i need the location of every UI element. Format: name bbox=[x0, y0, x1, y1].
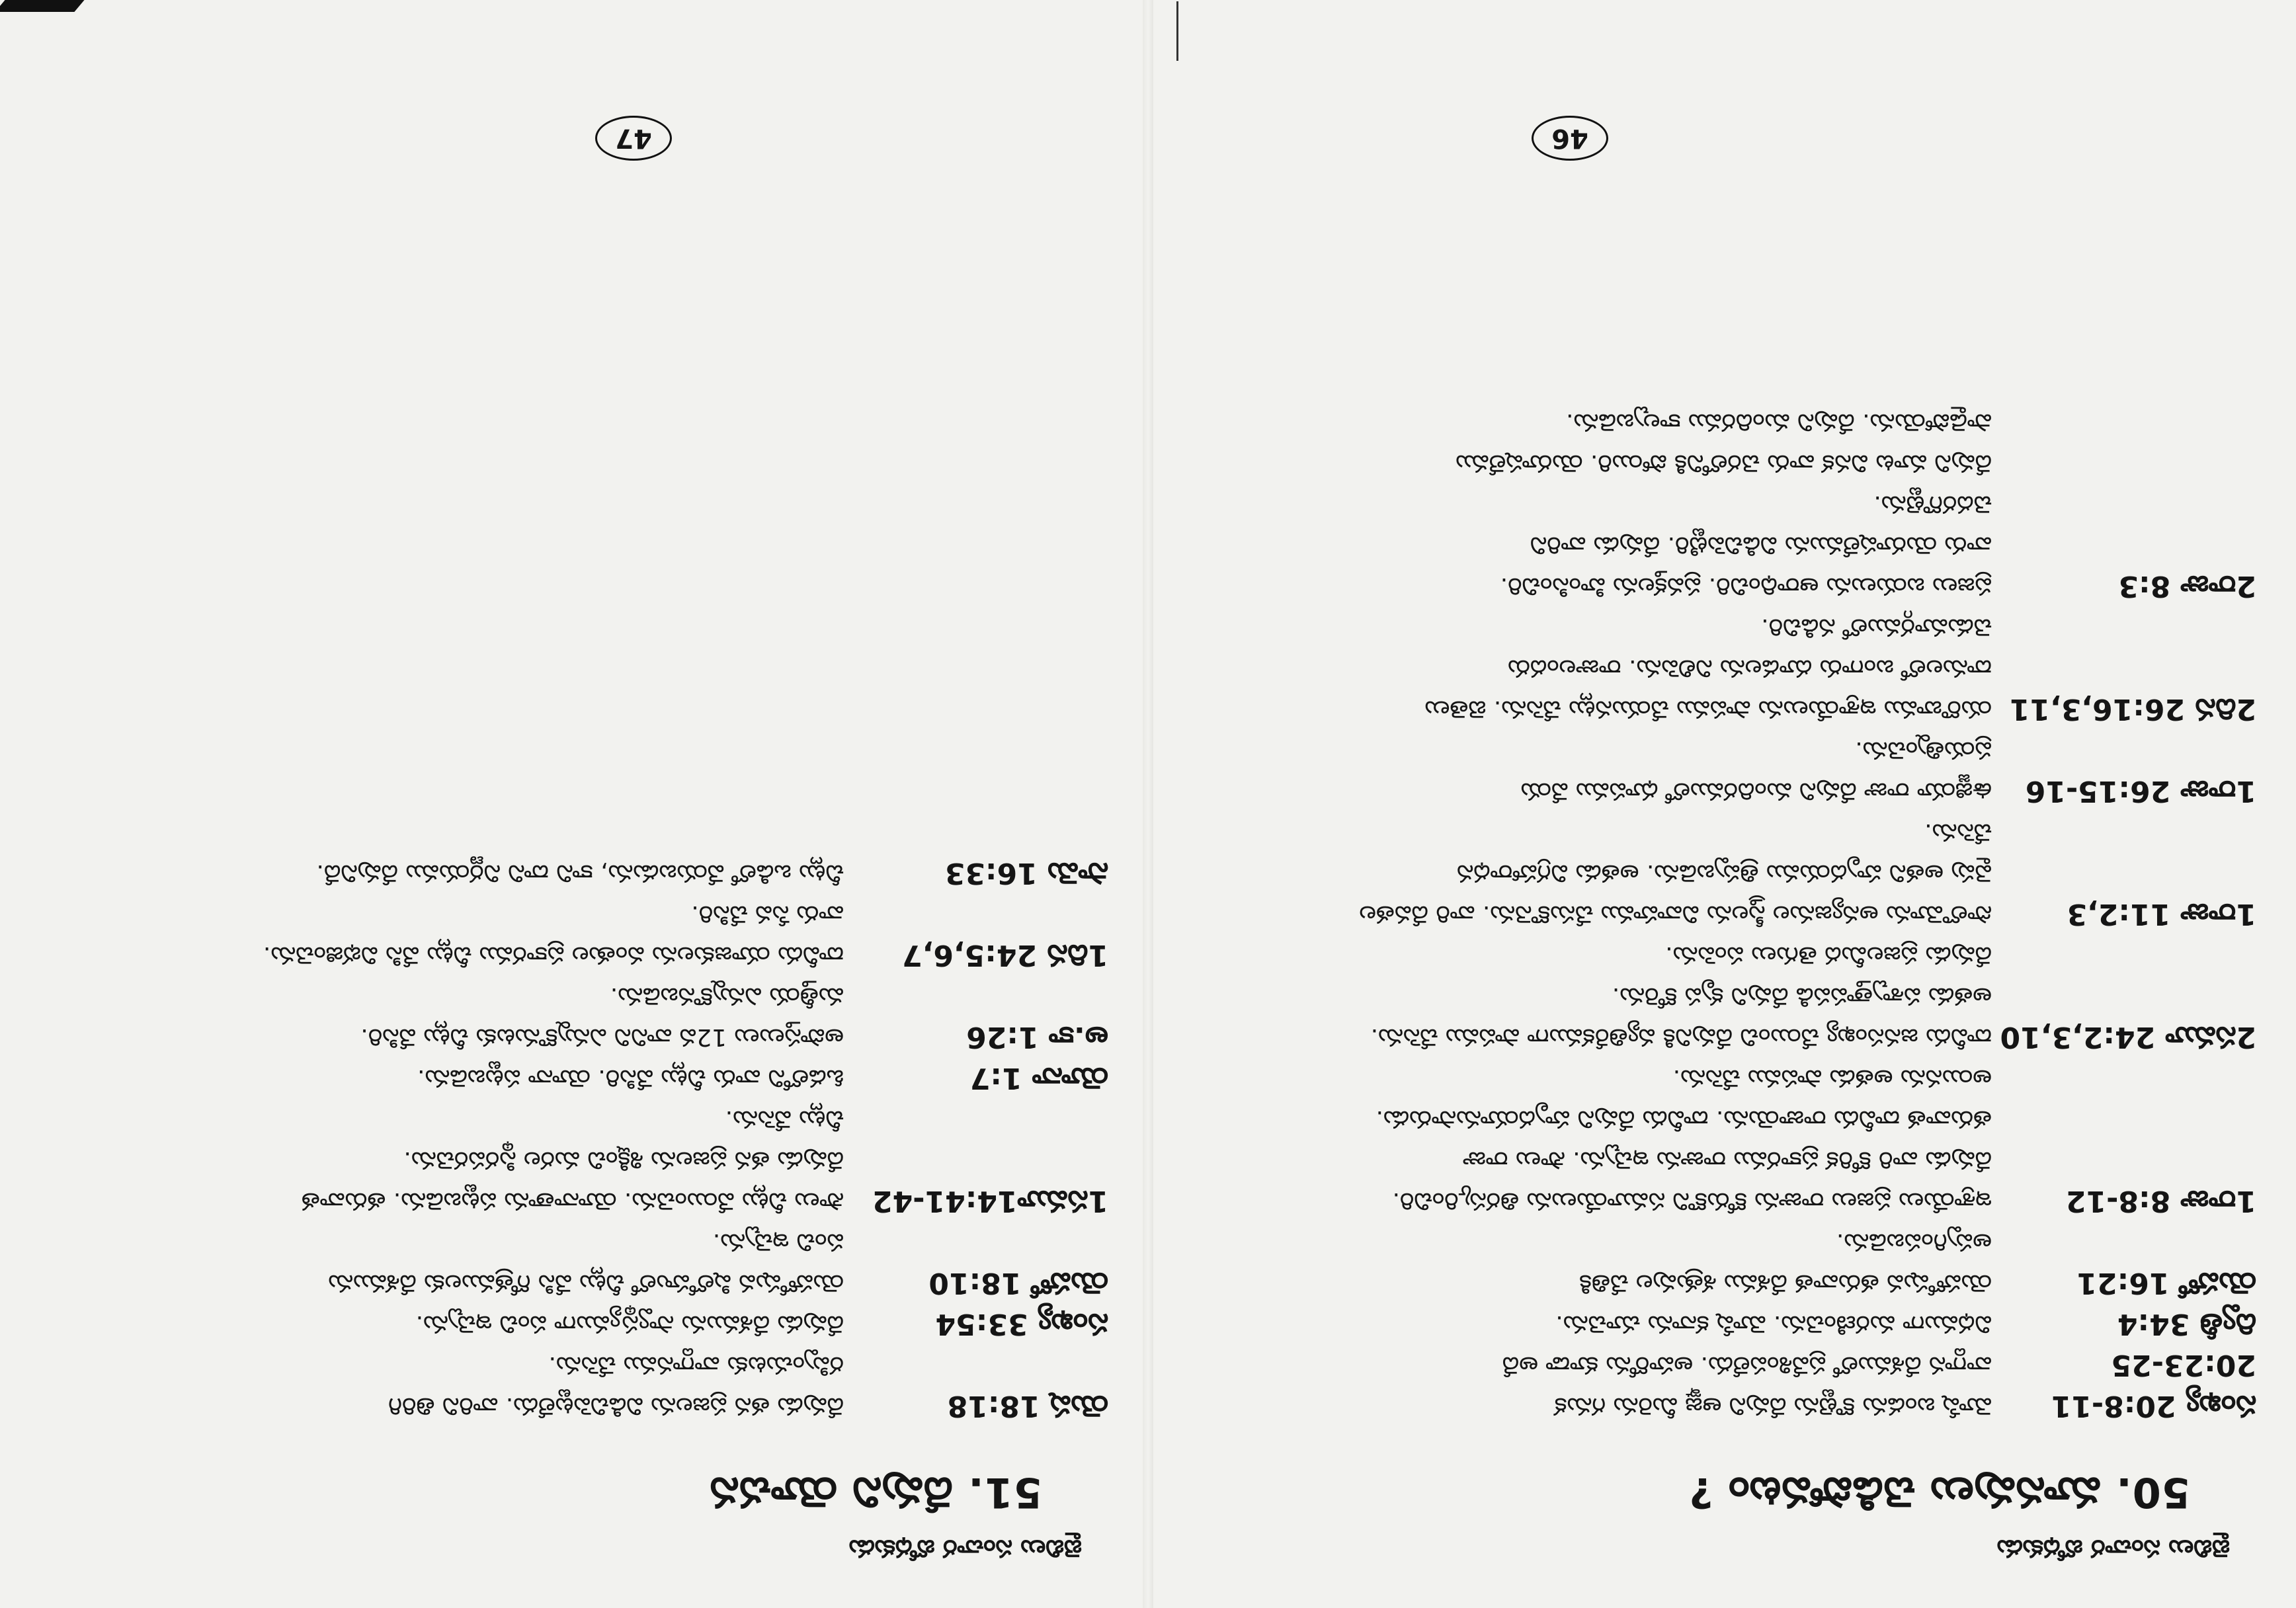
verse-text bbox=[40, 1344, 844, 1426]
verse-text bbox=[1188, 606, 1992, 729]
verse-row bbox=[1188, 811, 2256, 934]
verse-line: దేవుడు వారి కోరిక ప్రకారము రాజును ఇచ్చెను. సౌలు రాజు bbox=[1463, 1146, 1992, 1174]
verse-line: ప్రజలు బయలును ఆరాధించిరి. ప్రవక్తలను హింసించిరి. bbox=[1500, 573, 1992, 600]
verse-text bbox=[1188, 1303, 1992, 1344]
verse-row bbox=[1188, 1385, 2256, 1426]
verse-row bbox=[40, 975, 1108, 1057]
chapter-title: 51. దేవుని యోచన bbox=[709, 1468, 1042, 1517]
verse-line: దేవుడు తన ప్రజలను విడిచిపెట్టలేదు. వారిని తిరిగి bbox=[388, 1392, 844, 1420]
verse-row bbox=[1188, 606, 2256, 729]
scripture-reference: సంఖ్య 33:54 bbox=[935, 1307, 1108, 1341]
verse-line: చెడుమార్గములో నడిచిరి. bbox=[1761, 614, 1992, 641]
verse-text bbox=[40, 975, 844, 1057]
verse-line: వాగ్దాన దేశములో ప్రవేశింపలేదు. అహరోను కూడా అదే bbox=[1502, 1351, 1992, 1379]
verse-text bbox=[1188, 1057, 1992, 1180]
verse-line: దేవుని మాట వినక వారు చెరలోనికి పోయిరి. యెరూషలేము bbox=[1456, 450, 1992, 477]
scripture-reference: 2సమూ 24:2,3,10 bbox=[2000, 1020, 2256, 1054]
scripture-reference: 1దిన 24:5,6,7 bbox=[902, 938, 1108, 972]
scripture-reference: ద్వితీ 34:4 bbox=[2117, 1307, 2256, 1341]
verse-row bbox=[1188, 729, 2256, 811]
verse-row bbox=[1188, 1057, 2256, 1180]
verse-text bbox=[40, 852, 844, 893]
scripture-reference: యోనా 1:7 bbox=[969, 1061, 1108, 1095]
verse-line: ఉజ్జియా రాజు దేవుని మందిరములో ధూపము వేయ bbox=[1520, 778, 1992, 805]
verse-line: చీట్లు వేసెను. bbox=[725, 1106, 844, 1133]
verse-row bbox=[40, 1303, 1108, 1344]
verse-line: సొలొమోను అన్యజనుల స్త్రీలను వివాహము చేసుకొనెను. వారి దేవతల bbox=[1359, 901, 1992, 928]
verse-row bbox=[1188, 1221, 2256, 1262]
scripture-reference: 1రాజు 11:2,3 bbox=[2067, 897, 2256, 931]
verse-row bbox=[40, 852, 1108, 893]
scripture-reference: 1సమూ14:41-42 bbox=[872, 1184, 1108, 1218]
verse-text bbox=[40, 893, 844, 975]
verse-text bbox=[1188, 1180, 1992, 1221]
verse-row bbox=[1188, 401, 2256, 606]
verse-line: దానులలో బంగారు దూడలను నిలిపెను. రాజులందరు bbox=[1508, 655, 1992, 682]
gutter-mark bbox=[1176, 1, 1178, 61]
verse-line: మోషే బండను కొట్టెను దేవుని ఆజ్ఞ మీరెను గనుక bbox=[1554, 1392, 1992, 1420]
verse-text bbox=[1188, 1344, 1992, 1385]
verse-line: యెహోషువ తరువాత దేశము శత్రువుల చేతికి bbox=[1579, 1269, 1992, 1297]
verse-list bbox=[40, 852, 1108, 1426]
verse-line: యరొబాము ఇశ్రాయేలును పాపము చేయునట్లు చేసెను. బెతెలు bbox=[1424, 696, 1992, 723]
verse-line: అప్పగింపబడెను. bbox=[1836, 1228, 1992, 1256]
verse-line: అపొస్తలులు 12వ వానిని ఎన్నుకొనుటకు చీట్లు వేసిరి. bbox=[360, 1024, 844, 1051]
verse-line: చీట్లు ఒడిలో వేయబడును, కాని దాని నిర్ణయము దేవునిదే. bbox=[316, 860, 844, 887]
scripture-reference: యెష 18:18 bbox=[947, 1389, 1108, 1423]
verse-line: ఓడలోని వారు చీట్లు వేసిరి. యోనా పట్టబడెను. bbox=[417, 1065, 844, 1092]
page-number: 46 bbox=[1532, 116, 1608, 161]
verse-row bbox=[40, 893, 1108, 975]
verse-text bbox=[40, 1221, 844, 1303]
verse-line: అతడు పశ్చాత్తాపపడి దేవుని కృప కోరెను. bbox=[1612, 983, 1992, 1010]
verse-line: దేవుడు దేశమును స్వాస్థ్యముగా పంచి ఇచ్చెను. bbox=[415, 1310, 844, 1338]
verse-line: ఇశ్రాయేలు ప్రజలు రాజును కోరుకొని సమూయేలును తిరస్కరించిరి. bbox=[1392, 1187, 1992, 1215]
verse-line: చెదరగొట్టెను. bbox=[1873, 491, 1992, 518]
verse-line: వారు యెరూషలేమును విడిచిపెట్టిరి. దేవుడు వారిని bbox=[1530, 532, 1992, 559]
verse-text bbox=[1188, 401, 1992, 606]
scan-edge-shadow bbox=[0, 0, 85, 12]
verse-line: దేవుడు ప్రజలమీద తెగులు పంపెను. bbox=[1665, 942, 1992, 969]
page-number: 47 bbox=[595, 116, 672, 161]
scripture-reference: సంఖ్య 20:8-11 bbox=[2051, 1389, 2256, 1423]
verse-text bbox=[40, 1303, 844, 1344]
scripture-reference: 2దిన 26:16,3,11 bbox=[2009, 692, 2256, 726]
chapter-title: 50. మానవులు చెడిపోవటం ? bbox=[1688, 1468, 2190, 1517]
verse-row bbox=[1188, 1180, 2256, 1221]
verse-row bbox=[40, 1221, 1108, 1303]
scripture-reference: యెహో 16:21 bbox=[2076, 1266, 2256, 1300]
verse-row bbox=[1188, 1262, 2256, 1303]
scripture-reference: 20:23-25 bbox=[2111, 1348, 2256, 1382]
verse-row bbox=[40, 1344, 1108, 1426]
verse-text bbox=[1188, 1385, 1992, 1426]
verse-text bbox=[1188, 729, 1992, 811]
verse-list bbox=[1188, 401, 2256, 1426]
verse-row bbox=[40, 1057, 1108, 1098]
verse-text bbox=[1188, 934, 1992, 1057]
verse-row bbox=[1188, 934, 2256, 1057]
verse-line: తరువాత దావీదు రాజాయెను. దావీదు దేవుని హృదయానుసారుడు. bbox=[1375, 1106, 1992, 1133]
scripture-reference: 1రాజు 8:8-12 bbox=[2065, 1184, 2256, 1218]
verse-text bbox=[1188, 1262, 1992, 1303]
verse-line: అయినను అతడు పాపము చేసెను. bbox=[1672, 1065, 1992, 1092]
verse-text bbox=[1188, 1221, 1992, 1262]
verse-row bbox=[1188, 1344, 2256, 1385]
verse-line: విధముగా మరణించెను. మోషే కనాను చూచెను. bbox=[1555, 1310, 1992, 1338]
verse-line: సౌలు చీట్లు వేయించెను. యోనాతాను పట్టబడెను. తరువాత bbox=[301, 1187, 844, 1215]
scripture-reference: 2రాజు 8:3 bbox=[2118, 569, 2256, 603]
verse-line: వారు సేవ చేసిరి. bbox=[691, 901, 844, 928]
verse-line: దావీదు జనసంఖ్య చేయించి దేవునికి వ్యతిరేకముగా పాపము చేసెను. bbox=[1370, 1024, 1992, 1051]
running-head: బైబిలు సంచార బోధకుడు bbox=[1996, 1535, 2230, 1562]
verse-line: చేసెను. bbox=[1924, 819, 1992, 846]
verse-line: రప్పించుటకు వాగ్దానము చేసెను. bbox=[548, 1351, 844, 1379]
verse-line: యెహోషువ షిలోహులో చీట్లు వేసి గోత్రములకు దేశమును bbox=[328, 1269, 844, 1297]
verse-text bbox=[40, 1057, 844, 1098]
verse-line: పంచి ఇచ్చెను. bbox=[712, 1228, 844, 1256]
verse-row bbox=[40, 1098, 1108, 1221]
verse-line: దేవుడు తన ప్రజలను శిక్షించి మరల స్థిరపరచెను. bbox=[403, 1146, 844, 1174]
verse-row bbox=[1188, 1303, 2256, 1344]
page-left bbox=[1148, 0, 2296, 1608]
verse-text bbox=[40, 1098, 844, 1221]
scripture-reference: యెహో 18:10 bbox=[928, 1266, 1108, 1300]
scripture-reference: అ.కా 1:26 bbox=[966, 1020, 1108, 1054]
verse-line: మత్తీయ ఎన్నుకొనబడెను. bbox=[610, 983, 844, 1010]
verse-line: ప్రయత్నించెను. bbox=[1855, 737, 1992, 764]
verse-text bbox=[1188, 811, 1992, 934]
verse-line: పాడైపోయెను. దేవుని మందిరము కాల్చబడెను. bbox=[1566, 409, 1992, 436]
scripture-reference: సామె 16:33 bbox=[944, 856, 1108, 890]
verse-line: వైపు అతని హృదయము త్రిప్పబడెను. అతడు విగ్రహారాధన bbox=[1456, 860, 1992, 887]
verse-line: దావీదు యాజకులను వంతుల ప్రకారము చీట్లు వేసి విభజించెను. bbox=[263, 942, 844, 969]
running-head: బైబిలు సంచార బోధకుడు bbox=[848, 1535, 1082, 1562]
scripture-reference: 1రాజు 26:15-16 bbox=[2025, 774, 2256, 808]
